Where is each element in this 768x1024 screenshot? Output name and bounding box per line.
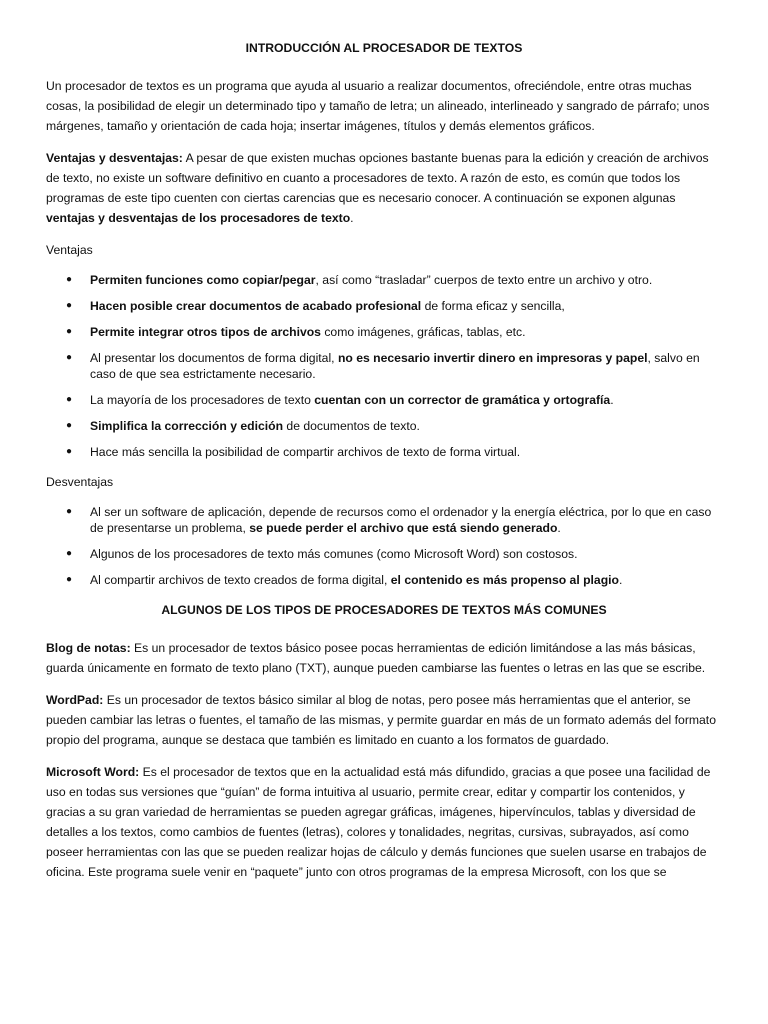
wordpad-paragraph [46, 690, 722, 750]
bullet-icon: ● [66, 352, 73, 363]
bullet-icon: ● [66, 300, 73, 311]
ventaja-pre: La mayoría de los procesadores de texto [90, 393, 315, 407]
word-text: Es el procesador de textos que en la actualidad está más difundido, gracias a que posee una facilidad de uso en todas sus versiones que “guían” de forma intuitiva al usuario, permite crear, editar y compartir los contenidos, y gracias a su gran variedad de herramientas se pueden agregar gráficas, imágenes, hipervínculos, tablas y diversidad de detalles a los textos, como cambios de fuentes (letras), colores y tonalidades, negritas, cursivas, subrayados, así como poseer herramientas con las que se pueden realizar hojas de cálculo y demás funciones que suelen usarse en trabajos de oficina. Este programa suele venir en “paquete” junto con otros programas de la empresa Microsoft, con los que se [46, 765, 711, 879]
bullet-icon: ● [66, 394, 73, 405]
ventaja-text: de documentos de texto. [283, 419, 420, 433]
vyd-label: Ventajas y desventajas: [46, 151, 183, 165]
desventaja-text: . [619, 573, 623, 587]
desventaja-item [46, 546, 722, 562]
ventaja-item [46, 444, 722, 460]
ventaja-item [46, 350, 722, 382]
ventaja-text: , salvo en caso de que sea estrictamente necesario. [90, 351, 700, 381]
blog-de-notas-paragraph [46, 638, 722, 678]
tipos-heading: ALGUNOS DE LOS TIPOS DE PROCESADORES DE TEXTOS MÁS COMUNES [161, 603, 607, 617]
ventaja-bold: cuentan con un corrector de gramática y ortografía [314, 393, 611, 407]
ventaja-text: . [610, 393, 614, 407]
ventaja-item [46, 272, 722, 288]
desventaja-bold: el contenido es más propenso al plagio [390, 573, 619, 587]
wordpad-label: WordPad: [46, 693, 104, 707]
ventaja-item [46, 392, 722, 408]
desventaja-pre: Al compartir archivos de texto creados de forma digital, [90, 573, 391, 587]
ventajas-desventajas-paragraph [46, 148, 722, 228]
bullet-icon: ● [66, 446, 73, 457]
ventaja-item [46, 418, 722, 434]
bullet-icon: ● [66, 574, 73, 585]
blog-text: Es un procesador de textos básico posee pocas herramientas de edición limitándose a las más básicas, guarda únicamente en formato de texto plano (TXT), aunque pueden cambiarse las fuentes o letras en las que se escribe. [46, 641, 706, 675]
intro-paragraph: Un procesador de textos es un programa que ayuda al usuario a realizar documentos, ofreciéndole, entre otras muchas cosas, la posibilidad de elegir un determinado tipo y tamaño de letra; un alineado, interlineado y sangrado de párrafo; unos márgenes, tamaño y orientación de cada hoja; insertar imágenes, títulos y demás elementos gráficos. [46, 79, 710, 133]
wordpad-text: Es un procesador de textos básico similar al blog de notas, pero posee más herramientas que el anterior, se pueden cambiar las letras o fuentes, el tamaño de las mismas, y permite guardar en más de un formato además del formato propio del programa, aunque se destaca que también es limitado en cuanto a los formatos de guardado. [46, 693, 716, 747]
vyd-bold: ventajas y desventajas de los procesadores de texto [46, 211, 351, 225]
ventajas-list [46, 272, 722, 460]
desventaja-text: . [557, 521, 561, 535]
ventaja-text: , así como “trasladar” cuerpos de texto entre un archivo y otro. [315, 273, 653, 287]
bullet-icon: ● [66, 274, 73, 285]
ventaja-text: de forma eficaz y sencilla, [421, 299, 565, 313]
vyd-text: A pesar de que existen muchas opciones bastante buenas para la edición y creación de archivos de texto, no existe un software definitivo en cuanto a procesadores de texto. A razón de esto, es común que todos los programas de este tipo cuenten con ciertas carencias que es necesario conocer. A continuación se exponen algunas [46, 151, 709, 205]
ventaja-item [46, 324, 722, 340]
ventaja-bold: Permite integrar otros tipos de archivos [90, 325, 321, 339]
ventajas-heading: Ventajas [46, 243, 93, 257]
ventaja-bold: Permiten funciones como copiar/pegar [90, 273, 316, 287]
blog-label: Blog de notas: [46, 641, 131, 655]
ventaja-item [46, 298, 722, 314]
ventaja-bold: Simplifica la corrección y edición [90, 419, 284, 433]
desventaja-text: Algunos de los procesadores de texto más comunes (como Microsoft Word) son costosos. [90, 547, 578, 561]
bullet-icon: ● [66, 420, 73, 431]
ventaja-pre: Al presentar los documentos de forma digital, [90, 351, 338, 365]
desventaja-pre: Al ser un software de aplicación, depende de recursos como el ordenador y la energía eléctrica, por lo que en caso de presentarse un problema, [90, 505, 712, 535]
desventaja-item [46, 504, 722, 536]
bullet-icon: ● [66, 326, 73, 337]
microsoft-word-paragraph [46, 762, 722, 882]
word-label: Microsoft Word: [46, 765, 140, 779]
bullet-icon: ● [66, 548, 73, 559]
document-title: INTRODUCCIÓN AL PROCESADOR DE TEXTOS [245, 41, 523, 55]
desventajas-heading: Desventajas [46, 475, 114, 489]
desventaja-bold: se puede perder el archivo que está siendo generado [249, 521, 558, 535]
desventaja-item [46, 572, 722, 588]
desventajas-list [46, 504, 722, 588]
bullet-icon: ● [66, 506, 73, 517]
ventaja-text: Hace más sencilla la posibilidad de compartir archivos de texto de forma virtual. [90, 445, 521, 459]
ventaja-text: como imágenes, gráficas, tablas, etc. [320, 325, 526, 339]
vyd-end: . [350, 211, 354, 225]
ventaja-bold: Hacen posible crear documentos de acabado profesional [90, 299, 422, 313]
ventaja-bold: no es necesario invertir dinero en impresoras y papel [337, 351, 648, 365]
